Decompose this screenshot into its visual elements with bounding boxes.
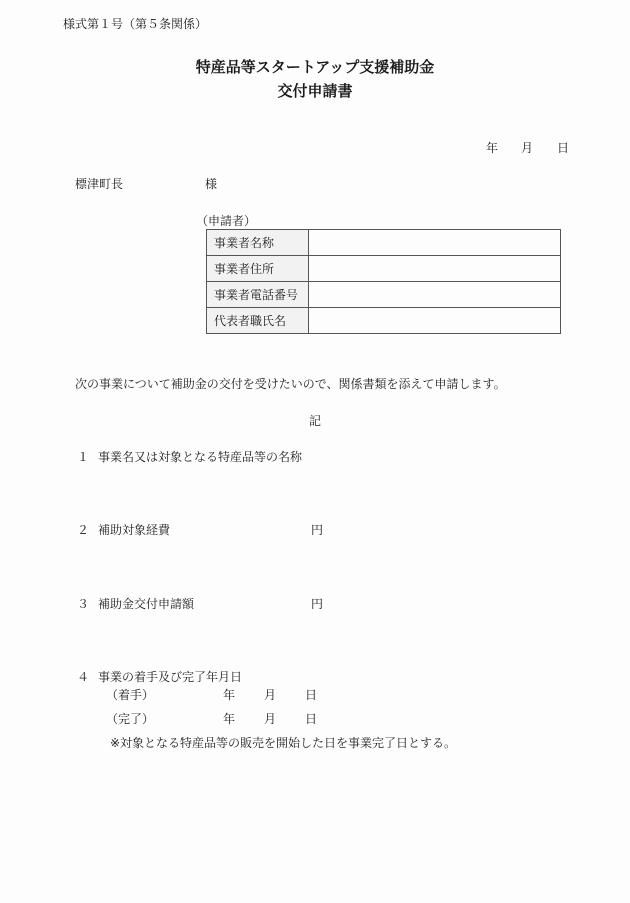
document-subtitle: 交付申請書 <box>277 82 353 100</box>
completion-year-label: 年 <box>223 712 236 726</box>
item-number: ４ <box>77 670 90 684</box>
field-label: 事業者住所 <box>207 256 309 282</box>
start-month-label: 月 <box>264 688 277 702</box>
item-label: 事業の着手及び完了年月日 <box>98 670 243 684</box>
applicant-row-phone <box>207 282 561 308</box>
date-month-label: 月 <box>521 141 534 155</box>
form-number: 様式第１号（第５条関係） <box>63 17 208 31</box>
field-label: 事業者名称 <box>207 230 309 256</box>
completion-month-label: 月 <box>264 712 277 726</box>
applicant-row-company-name <box>207 230 561 256</box>
representative-field[interactable] <box>309 308 561 334</box>
item-label: 補助対象経費 <box>98 523 171 537</box>
item-number: ３ <box>77 597 90 611</box>
item-label: 補助金交付申請額 <box>98 597 195 611</box>
applicant-table <box>206 229 561 334</box>
yen-unit: 円 <box>311 523 324 537</box>
yen-unit: 円 <box>311 597 324 611</box>
date-year-label: 年 <box>486 141 499 155</box>
field-label: 代表者職氏名 <box>207 308 309 334</box>
field-label: 事業者電話番号 <box>207 282 309 308</box>
completion-label: （完了） <box>106 712 155 726</box>
company-name-field[interactable] <box>309 230 561 256</box>
item-label: 事業名又は対象となる特産品等の名称 <box>98 450 303 464</box>
intro-text: 次の事業について補助金の交付を受けたいので、関係書類を添えて申請します。 <box>75 377 506 391</box>
applicant-row-company-address <box>207 256 561 282</box>
completion-note: ※対象となる特産品等の販売を開始した日を事業完了日とする。 <box>110 736 457 750</box>
ki-heading: 記 <box>308 414 321 428</box>
start-year-label: 年 <box>223 688 236 702</box>
item-number: １ <box>77 450 90 464</box>
phone-field[interactable] <box>309 282 561 308</box>
applicant-label: （申請者） <box>196 214 257 228</box>
completion-day-label: 日 <box>305 712 318 726</box>
item-number: ２ <box>77 523 90 537</box>
start-label: （着手） <box>106 688 155 702</box>
addressee: 標津町長 <box>75 177 124 191</box>
document-title: 特産品等スタートアップ支援補助金 <box>195 58 435 76</box>
date-day-label: 日 <box>557 141 570 155</box>
start-day-label: 日 <box>305 688 318 702</box>
honorific: 様 <box>205 177 218 191</box>
company-address-field[interactable] <box>309 256 561 282</box>
applicant-row-representative <box>207 308 561 334</box>
